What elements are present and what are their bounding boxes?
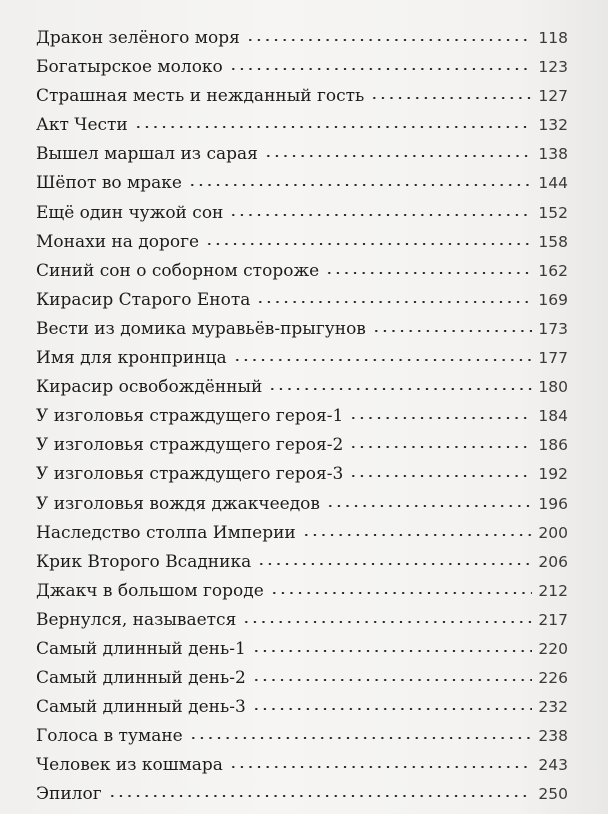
- toc-entry-page: 162: [538, 261, 568, 280]
- toc-entry-page: 232: [538, 698, 568, 717]
- toc-dot-leader: [229, 214, 532, 216]
- toc-entry-page: 196: [538, 494, 568, 513]
- toc-entry: [36, 435, 568, 464]
- toc-entry: [36, 755, 568, 784]
- toc-entry-title: Самый длинный день-1: [36, 638, 246, 659]
- toc-entry-page: 152: [538, 203, 568, 222]
- toc-entry: [36, 697, 568, 726]
- toc-entry-page: 200: [538, 523, 568, 542]
- toc-entry-page: 158: [538, 232, 568, 251]
- toc-dot-leader: [270, 592, 533, 594]
- toc-entry-title: У изголовья страждущего героя-3: [36, 464, 344, 485]
- toc-entry-title: Джакч в большом городе: [36, 580, 264, 601]
- toc-entry-title: Вернулся, называется: [36, 609, 237, 630]
- toc-entry-page: 184: [538, 407, 568, 426]
- toc-dot-leader: [326, 505, 532, 507]
- toc-dot-leader: [264, 155, 533, 157]
- toc-entry-page: 118: [538, 29, 568, 47]
- toc-dot-leader: [188, 184, 532, 186]
- toc-entry-title: Самый длинный день-3: [36, 697, 246, 718]
- toc-entry-page: 186: [538, 436, 568, 455]
- toc-entry: [36, 28, 568, 57]
- toc-dot-leader: [252, 708, 533, 710]
- toc-entry-page: 250: [538, 785, 568, 804]
- toc-entry-title: Кирасир Старого Енота: [36, 289, 251, 310]
- toc-entry-page: 177: [538, 349, 568, 368]
- toc-dot-leader: [302, 534, 533, 536]
- toc-dot-leader: [229, 68, 533, 70]
- toc-entry: [36, 552, 568, 581]
- toc-entry: [36, 464, 568, 493]
- toc-entry-page: 238: [538, 727, 568, 746]
- toc-entry-page: 212: [538, 581, 568, 600]
- toc-entry: [36, 319, 568, 348]
- toc-entry: [36, 115, 568, 144]
- toc-entry-title: Кирасир освобождённый: [36, 377, 263, 398]
- toc-entry-page: 217: [538, 610, 568, 629]
- toc-entry-title: Имя для кронпринца: [36, 348, 227, 369]
- toc-entry: [36, 639, 568, 668]
- toc-entry-page: 138: [538, 145, 568, 164]
- toc-entry-title: Крик Второго Всадника: [36, 551, 252, 572]
- toc-entry: [36, 86, 568, 115]
- toc-dot-leader: [349, 446, 532, 448]
- toc-entry: [36, 348, 568, 377]
- toc-entry-title: У изголовья вождя джакчеедов: [36, 493, 320, 514]
- toc-entry-title: Акт Чести: [36, 115, 128, 136]
- toc-entry: [36, 290, 568, 319]
- toc-entry: [36, 726, 568, 755]
- toc-entry-title: У изголовья страждущего героя-2: [36, 435, 344, 456]
- toc-dot-leader: [246, 39, 533, 41]
- toc-entry-page: 127: [538, 87, 568, 106]
- toc-entry: [36, 261, 568, 290]
- toc-entry: [36, 57, 568, 86]
- toc-dot-leader: [233, 359, 533, 361]
- toc-entry: [36, 203, 568, 232]
- toc-entry-page: 173: [538, 319, 568, 338]
- toc-entry-title: Эпилог: [36, 784, 102, 805]
- toc-dot-leader: [229, 766, 532, 768]
- toc-entry-title: Человек из кошмара: [36, 755, 223, 776]
- toc-dot-leader: [256, 301, 532, 303]
- toc-dot-leader: [205, 243, 532, 245]
- toc-entry-title: Монахи на дороге: [36, 231, 200, 252]
- toc-entry: [36, 581, 568, 610]
- toc-dot-leader: [257, 563, 532, 565]
- toc-entry: [36, 406, 568, 435]
- toc-entry: [36, 173, 568, 202]
- toc-entry-title: Голоса в тумане: [36, 726, 183, 747]
- toc-entry-title: У изголовья страждущего героя-1: [36, 406, 344, 427]
- toc-dot-leader: [349, 475, 532, 477]
- toc-entry-page: 206: [538, 552, 568, 571]
- toc-entry: [36, 784, 568, 813]
- toc-entry-title: Вышел маршал из сарая: [36, 144, 258, 165]
- toc-dot-leader: [108, 795, 533, 797]
- toc-entry-title: Ещё один чужой сон: [36, 202, 224, 223]
- toc-dot-leader: [189, 737, 533, 739]
- toc-entry-title: Дракон зелёного моря: [36, 28, 240, 48]
- toc-entry-title: Синий сон о соборном стороже: [36, 260, 320, 281]
- toc-dot-leader: [134, 126, 533, 128]
- toc-entry-title: Наследство столпа Империи: [36, 522, 296, 543]
- toc-dot-leader: [252, 650, 533, 652]
- toc-entry: [36, 610, 568, 639]
- toc-entry: [36, 377, 568, 406]
- toc-entry-title: Самый длинный день-2: [36, 668, 246, 689]
- toc-dot-leader: [325, 272, 532, 274]
- toc-entry-title: Страшная месть и нежданный гость: [36, 86, 365, 107]
- toc-dot-leader: [370, 97, 532, 99]
- table-of-contents: [36, 28, 568, 814]
- toc-entry-page: 226: [538, 669, 568, 688]
- toc-entry-page: 192: [538, 465, 568, 484]
- toc-entry-page: 144: [538, 174, 568, 193]
- toc-entry-page: 132: [538, 116, 568, 135]
- toc-entry-page: 180: [538, 378, 568, 397]
- toc-entry-page: 243: [538, 756, 568, 775]
- toc-entry-title: Вести из домика муравьёв-прыгунов: [36, 318, 366, 339]
- toc-entry: [36, 232, 568, 261]
- toc-entry-page: 123: [538, 58, 568, 77]
- toc-entry-title: Шёпот во мраке: [36, 173, 182, 194]
- toc-entry-page: 169: [538, 290, 568, 309]
- toc-dot-leader: [372, 330, 533, 332]
- toc-dot-leader: [349, 417, 532, 419]
- toc-entry-title: Богатырское молоко: [36, 57, 223, 78]
- toc-dot-leader: [242, 621, 532, 623]
- toc-dot-leader: [268, 388, 532, 390]
- toc-entry: [36, 668, 568, 697]
- toc-entry: [36, 144, 568, 173]
- toc-dot-leader: [252, 679, 533, 681]
- toc-entry: [36, 523, 568, 552]
- toc-entry-page: 220: [538, 639, 568, 658]
- toc-entry: [36, 494, 568, 523]
